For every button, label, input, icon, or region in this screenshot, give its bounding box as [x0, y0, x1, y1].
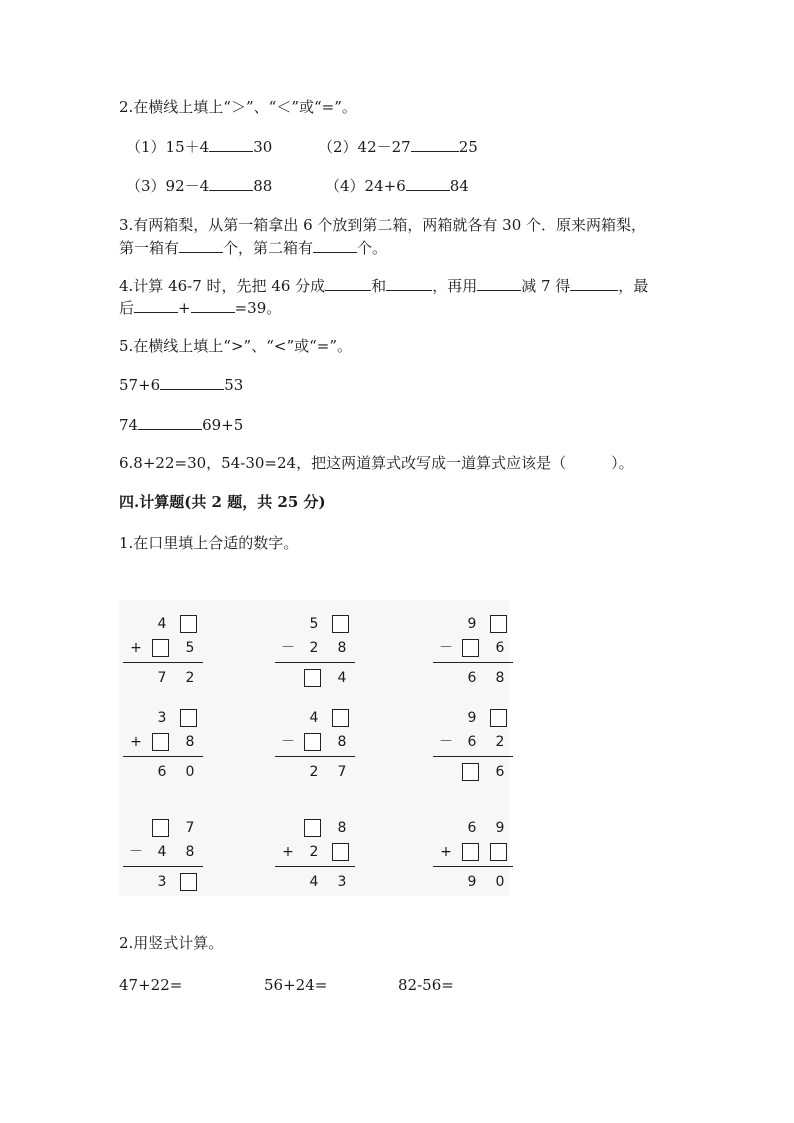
operator-sign: － — [281, 734, 295, 750]
digit-box[interactable] — [152, 733, 169, 751]
digit-box[interactable] — [490, 615, 507, 633]
vertical-puzzle — [271, 816, 361, 890]
digit: 9 — [467, 710, 477, 726]
sum-line — [433, 662, 513, 663]
vertical-puzzle — [119, 816, 209, 890]
digit: 7 — [185, 820, 195, 836]
answer-blank[interactable] — [179, 238, 223, 253]
digit: 9 — [467, 874, 477, 890]
digit: 4 — [309, 710, 319, 726]
digit: 8 — [495, 670, 505, 686]
q3-text-a: 第一箱有 — [119, 239, 180, 257]
q4-line-1 — [119, 276, 648, 296]
answer-blank[interactable] — [191, 298, 235, 313]
q5-item-2 — [119, 415, 243, 435]
digit: 6 — [467, 734, 477, 750]
q4-text-d: 减 7 得 — [521, 277, 571, 295]
digit: 2 — [309, 764, 319, 780]
digit: 6 — [495, 764, 505, 780]
digit-box[interactable] — [332, 709, 349, 727]
digit: 8 — [337, 640, 347, 656]
q3-text-b: 个，第二箱有 — [223, 239, 314, 257]
q6-text: 6.8+22=30，54-30=24，把这两道算式改写成一道算式应该是（ ）。 — [119, 454, 634, 472]
digit: 5 — [309, 616, 319, 632]
q2-item-1 — [126, 137, 272, 157]
digit-box[interactable] — [180, 709, 197, 727]
vertical-arithmetic-grid — [119, 600, 509, 896]
q2-item-1-right: 30 — [253, 138, 273, 156]
answer-blank[interactable] — [209, 137, 253, 152]
digit: 6 — [495, 640, 505, 656]
answer-blank[interactable] — [411, 137, 459, 152]
vertical-puzzle — [271, 706, 361, 780]
sum-line — [123, 756, 203, 757]
q2-item-3-expr: （3）92－4 — [126, 177, 210, 195]
digit: 6 — [467, 670, 477, 686]
vertical-puzzle — [429, 612, 519, 686]
digit-box[interactable] — [304, 669, 321, 687]
q5-title: 5.在横线上填上“>”、“<”或“=”。 — [119, 337, 353, 355]
digit: 2 — [309, 844, 319, 860]
digit: 3 — [157, 874, 167, 890]
digit-box[interactable] — [490, 709, 507, 727]
digit: 3 — [337, 874, 347, 890]
digit: 0 — [495, 874, 505, 890]
operator-sign: － — [281, 640, 295, 656]
digit: 3 — [157, 710, 167, 726]
digit: 0 — [185, 764, 195, 780]
q4-text-b: 和 — [371, 277, 387, 295]
q4-text-a: 4.计算 46-7 时，先把 46 分成 — [119, 277, 326, 295]
q2-item-3 — [126, 176, 272, 196]
operator-sign: － — [129, 844, 143, 860]
digit: 7 — [337, 764, 347, 780]
digit: 4 — [157, 844, 167, 860]
q4-text-e: ，最 — [618, 277, 649, 295]
q4-text-h: =39。 — [234, 299, 282, 317]
digit-box[interactable] — [304, 819, 321, 837]
operator-sign: + — [440, 844, 452, 860]
sum-line — [123, 662, 203, 663]
vertical-puzzle — [429, 816, 519, 890]
digit-box[interactable] — [152, 819, 169, 837]
calc2-item-3: 82-56= — [398, 976, 454, 994]
answer-blank[interactable] — [406, 176, 450, 191]
digit: 6 — [467, 820, 477, 836]
q2-item-4 — [325, 176, 469, 196]
calc2-item-1: 47+22= — [119, 976, 183, 994]
section-title: 四.计算题(共 2 题，共 25 分) — [119, 493, 326, 511]
q2-item-4-expr: （4）24+6 — [325, 177, 406, 195]
calc2-item-2: 56+24= — [264, 976, 328, 994]
q2-item-4-right: 84 — [449, 177, 469, 195]
q4-text-g: + — [178, 299, 191, 317]
vertical-puzzle — [119, 612, 209, 686]
digit-box[interactable] — [462, 639, 479, 657]
q5-item-2-left: 74 — [119, 416, 139, 434]
operator-sign: + — [130, 734, 142, 750]
digit-box[interactable] — [332, 843, 349, 861]
q2-item-3-right: 88 — [253, 177, 273, 195]
q5-item-2-right: 69+5 — [202, 416, 244, 434]
digit-box[interactable] — [462, 843, 479, 861]
digit: 4 — [157, 616, 167, 632]
q3-text-c: 个。 — [357, 239, 388, 257]
digit: 4 — [337, 670, 347, 686]
operator-sign: － — [439, 734, 453, 750]
answer-blank[interactable] — [386, 276, 432, 291]
answer-blank[interactable] — [209, 176, 253, 191]
operator-sign: + — [282, 844, 294, 860]
q5-item-1-right: 53 — [224, 376, 244, 394]
sum-line — [123, 866, 203, 867]
digit: 8 — [185, 844, 195, 860]
digit: 8 — [337, 734, 347, 750]
digit: 9 — [467, 616, 477, 632]
sum-line — [275, 756, 355, 757]
digit: 6 — [157, 764, 167, 780]
answer-blank[interactable] — [325, 276, 371, 291]
q4-text-c: ，再用 — [432, 277, 478, 295]
sum-line — [275, 866, 355, 867]
q2-item-1-expr: （1）15＋4 — [126, 138, 210, 156]
digit-box[interactable] — [180, 873, 197, 891]
q2-title: 2.在横线上填上“＞”、“＜”或“=”。 — [119, 98, 357, 116]
q3-line-1: 3.有两箱梨，从第一箱拿出 6 个放到第二箱，两箱就各有 30 个．原来两箱梨， — [119, 216, 647, 234]
sum-line — [433, 866, 513, 867]
calc2-title: 2.用竖式计算。 — [119, 934, 224, 952]
digit: 4 — [309, 874, 319, 890]
vertical-puzzle — [119, 706, 209, 780]
digit: 8 — [337, 820, 347, 836]
digit: 7 — [157, 670, 167, 686]
answer-blank[interactable] — [138, 415, 202, 430]
q4-text-f: 后 — [119, 299, 135, 317]
digit-box[interactable] — [462, 763, 479, 781]
calc1-title: 1.在口里填上合适的数字。 — [119, 534, 299, 552]
q5-item-1 — [119, 375, 243, 395]
digit-box[interactable] — [180, 615, 197, 633]
operator-sign: + — [130, 640, 142, 656]
digit: 8 — [185, 734, 195, 750]
digit-box[interactable] — [490, 843, 507, 861]
q5-item-1-left: 57+6 — [119, 376, 161, 394]
digit: 9 — [495, 820, 505, 836]
digit-box[interactable] — [152, 639, 169, 657]
q4-line-2 — [119, 298, 281, 318]
q3-line-2 — [119, 238, 387, 258]
operator-sign: － — [439, 640, 453, 656]
vertical-puzzle — [429, 706, 519, 780]
digit: 5 — [185, 640, 195, 656]
digit: 2 — [185, 670, 195, 686]
answer-blank[interactable] — [134, 298, 178, 313]
answer-blank[interactable] — [477, 276, 521, 291]
answer-blank[interactable] — [313, 238, 357, 253]
answer-blank[interactable] — [570, 276, 618, 291]
answer-blank[interactable] — [160, 375, 224, 390]
digit-box[interactable] — [332, 615, 349, 633]
vertical-puzzle — [271, 612, 361, 686]
q2-item-2-expr: （2）42－27 — [318, 138, 411, 156]
digit: 2 — [309, 640, 319, 656]
sum-line — [433, 756, 513, 757]
q2-item-2-right: 25 — [458, 138, 478, 156]
q2-item-2 — [318, 137, 478, 157]
sum-line — [275, 662, 355, 663]
digit: 2 — [495, 734, 505, 750]
digit-box[interactable] — [304, 733, 321, 751]
